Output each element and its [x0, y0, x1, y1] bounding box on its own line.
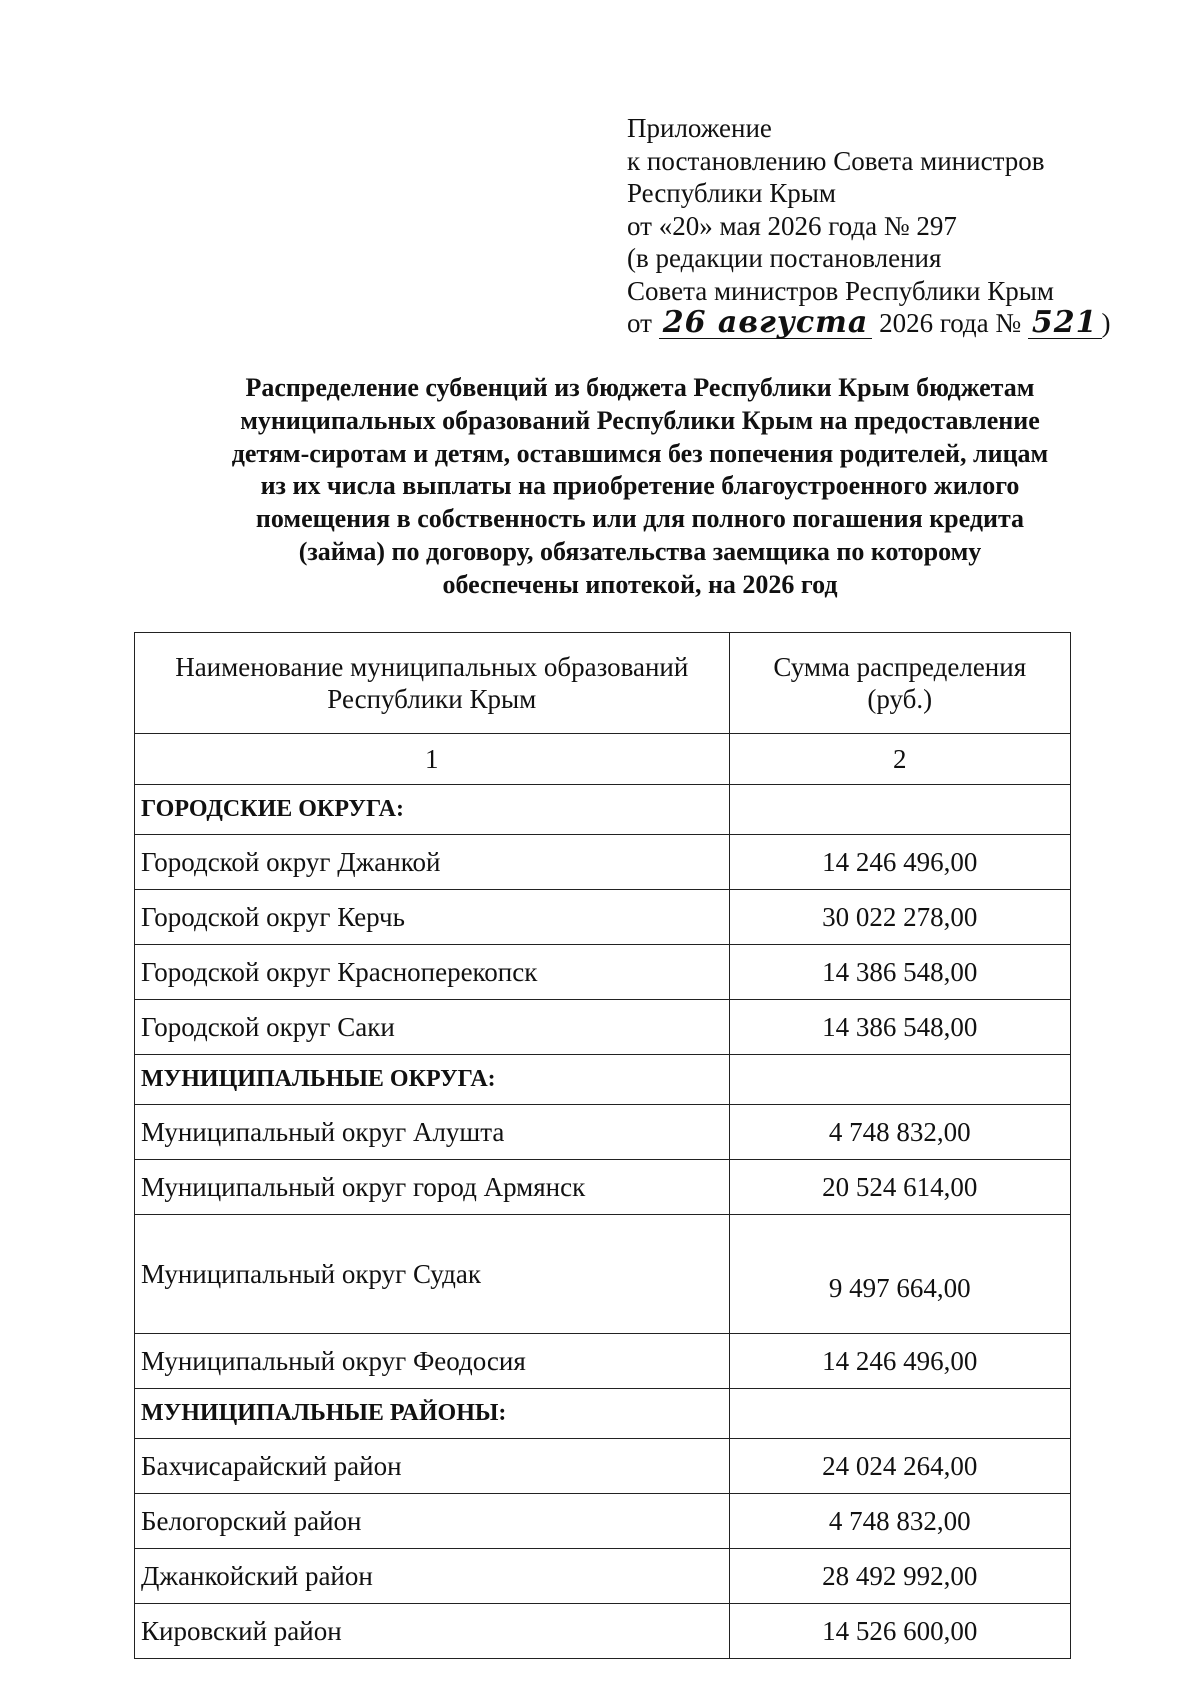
municipality-name: Муниципальный округ город Армянск [135, 1160, 730, 1215]
sign-suffix: ) [1101, 308, 1111, 338]
municipality-name: Белогорский район [135, 1494, 730, 1549]
section-empty-cell [729, 1389, 1071, 1439]
municipality-name: Муниципальный округ Феодосия [135, 1334, 730, 1389]
table-row [135, 1105, 1071, 1160]
column-number: 2 [729, 734, 1071, 785]
municipality-name: Городской округ Джанкой [135, 835, 730, 890]
section-row [135, 785, 1071, 835]
sign-middle: 2026 года № [879, 308, 1022, 338]
section-empty-cell [729, 1055, 1071, 1105]
table-row [135, 945, 1071, 1000]
amount-cell: 14 386 548,00 [729, 1000, 1071, 1055]
municipality-name: Муниципальный округ Алушта [135, 1105, 730, 1160]
amount-cell: 14 386 548,00 [729, 945, 1071, 1000]
header-text: (руб.) [867, 684, 933, 714]
title-line: Распределение субвенций из бюджета Республики Крым бюджетам [245, 373, 1035, 402]
municipality-name: Джанкойский район [135, 1549, 730, 1604]
table-row [135, 890, 1071, 945]
appendix-line: к постановлению Совета министров [627, 145, 1045, 176]
header-text: Республики Крым [327, 684, 537, 714]
title-line: детям-сиротам и детям, оставшимся без попечения родителей, лицам [231, 438, 1049, 468]
appendix-line: от «20» мая 2026 года № 297 [627, 210, 957, 241]
handwritten-number: 521 [1028, 308, 1102, 339]
table-header-row [135, 633, 1071, 734]
municipality-name: Кировский район [135, 1604, 730, 1659]
title-line: помещения в собственность или для полного погашения кредита [255, 504, 1025, 534]
title-line: муниципальных образований Республики Крым на предоставление [240, 405, 1040, 435]
amount-cell: 4 748 832,00 [729, 1494, 1071, 1549]
municipality-name: Бахчисарайский район [135, 1439, 730, 1494]
amount-cell: 28 492 992,00 [729, 1549, 1071, 1604]
table-row [135, 1160, 1071, 1215]
title-line: обеспечены ипотекой, на 2026 год [442, 569, 838, 599]
table-row [135, 835, 1071, 890]
title-line: из их числа выплаты на приобретение благоустроенного жилого [260, 471, 1020, 501]
handwritten-date: 26 августа [659, 308, 873, 339]
amount-cell: 30 022 278,00 [729, 890, 1071, 945]
appendix-line: Приложение [627, 113, 772, 143]
header-cell-name [135, 633, 730, 734]
section-empty-cell [729, 785, 1071, 835]
column-number: 1 [135, 734, 730, 785]
appendix-line: Совета министров Республики Крым [627, 275, 1054, 306]
section-title: МУНИЦИПАЛЬНЫЕ РАЙОНЫ: [135, 1389, 730, 1439]
table-row [135, 1494, 1071, 1549]
municipality-name: Городской округ Саки [135, 1000, 730, 1055]
amount-cell: 14 246 496,00 [729, 1334, 1071, 1389]
municipality-name: Городской округ Красноперекопск [135, 945, 730, 1000]
amount-cell: 9 497 664,00 [729, 1215, 1071, 1334]
amount-cell: 20 524 614,00 [729, 1160, 1071, 1215]
amendment-date-line [627, 307, 1111, 340]
amount-cell: 4 748 832,00 [729, 1105, 1071, 1160]
column-number-row [135, 734, 1071, 785]
amount-cell: 24 024 264,00 [729, 1439, 1071, 1494]
table-row [135, 1604, 1071, 1659]
header-text: Сумма распределения [773, 652, 1027, 682]
table-row [135, 1549, 1071, 1604]
section-title: ГОРОДСКИЕ ОКРУГА: [135, 785, 730, 835]
table-row [135, 1439, 1071, 1494]
amount-cell: 14 526 600,00 [729, 1604, 1071, 1659]
section-row [135, 1055, 1071, 1105]
appendix-header [627, 112, 1111, 340]
header-text: Наименование муниципальных образований [175, 652, 689, 682]
amount-cell: 14 246 496,00 [729, 835, 1071, 890]
municipality-name: Городской округ Керчь [135, 890, 730, 945]
municipality-name: Муниципальный округ Судак [135, 1215, 730, 1334]
table-row [135, 1000, 1071, 1055]
table-row [135, 1334, 1071, 1389]
document-title [170, 372, 1110, 602]
header-cell-amount [729, 633, 1071, 734]
distribution-table [134, 632, 1071, 1659]
section-row [135, 1389, 1071, 1439]
appendix-line: (в редакции постановления [627, 243, 942, 273]
table-row [135, 1215, 1071, 1334]
sign-prefix: от [627, 308, 652, 338]
section-title: МУНИЦИПАЛЬНЫЕ ОКРУГА: [135, 1055, 730, 1105]
title-line: (займа) по договору, обязательства заемщика по которому [298, 536, 982, 566]
appendix-line: Республики Крым [627, 178, 836, 208]
